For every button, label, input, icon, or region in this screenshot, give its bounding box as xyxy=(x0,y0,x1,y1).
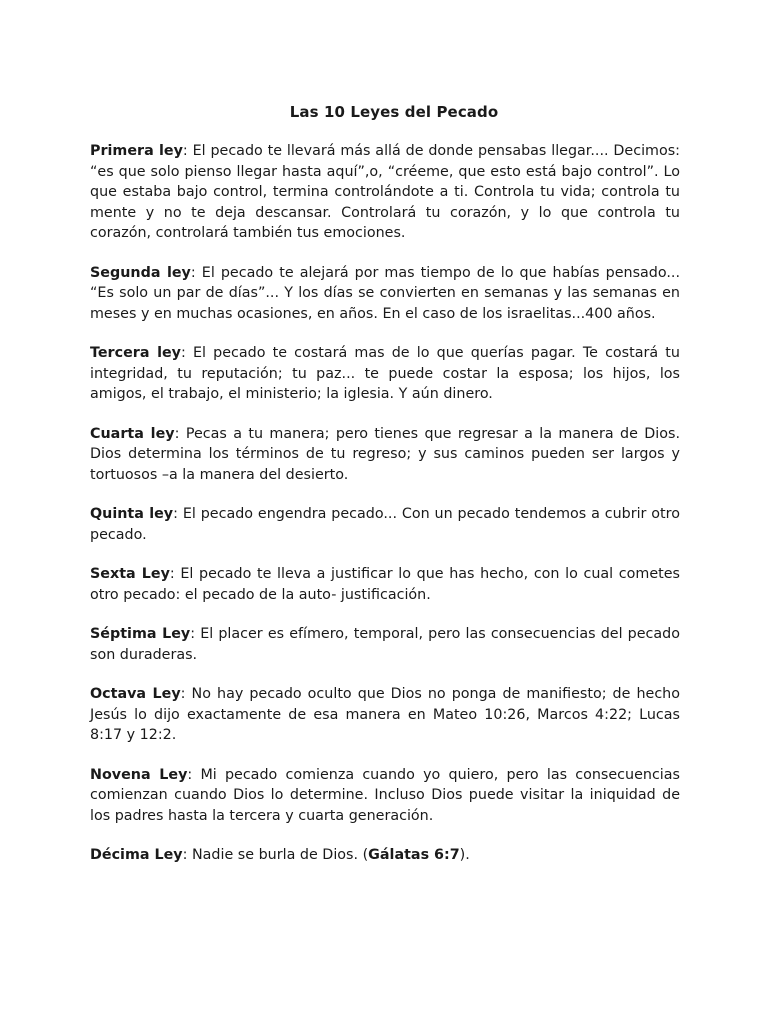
law-separator: : xyxy=(180,686,192,702)
document-body xyxy=(90,141,680,885)
law-paragraph-8 xyxy=(90,684,680,746)
law-heading: Décima Ley xyxy=(90,847,183,863)
law-paragraph-9 xyxy=(90,765,680,827)
law-text: El pecado engendra pecado... Con un pecado tendemos a cubrir otro pecado. xyxy=(90,506,680,543)
law-separator: : xyxy=(174,425,186,442)
law-separator: : xyxy=(173,506,183,522)
law-text: Mi pecado comienza cuando yo quiero, pero las consecuencias comienzan cuando Dios lo determine. Incluso Dios puede visitar la iniquidad de los padres hasta la tercera y cuarta generación. xyxy=(90,766,680,824)
law-separator: : xyxy=(182,847,192,863)
law-paragraph-5 xyxy=(90,504,680,545)
law-separator: : xyxy=(182,143,193,159)
law-separator: : xyxy=(169,566,181,582)
law-heading: Cuarta ley xyxy=(90,425,175,442)
law-paragraph-7 xyxy=(90,624,680,665)
law-text: El pecado te alejará por mas tiempo de lo que habías pensado... “Es solo un par de días”... Y los días se convierten en semanas y las semanas en meses y en muchas ocasiones, en años. En el caso de los israelitas...400 años. xyxy=(90,264,681,322)
law-text: No hay pecado oculto que Dios no ponga de manifiesto; de hecho Jesús lo dijo exactamente de esa manera en Mateo 10:26, Marcos 4:22; Lucas 8:17 y 12:2. xyxy=(90,686,680,743)
law-separator: : xyxy=(190,264,202,281)
law-heading: Tercera ley xyxy=(90,345,181,361)
law-paragraph-3 xyxy=(90,343,680,405)
law-paragraph-6 xyxy=(90,564,680,605)
law-separator: : xyxy=(190,626,201,642)
law-paragraph-2 xyxy=(90,263,680,325)
document-title: Las 10 Leyes del Pecado xyxy=(289,103,499,121)
law-text: El placer es efímero, temporal, pero las consecuencias del pecado son duraderas. xyxy=(90,626,680,663)
law-heading: Novena Ley xyxy=(90,766,188,783)
law-paragraph-1 xyxy=(90,141,680,244)
scripture-reference: Gálatas 6:7 xyxy=(368,847,460,863)
law-heading: Séptima Ley xyxy=(90,626,191,642)
law-text: Pecas a tu manera; pero tienes que regresar a la manera de Dios. Dios determina los términos de tu regreso; y sus caminos pueden ser largos y tortuosos –a la manera del desierto. xyxy=(90,425,680,483)
law-text: El pecado te llevará más allá de donde pensabas llegar.... Decimos: “es que solo pienso llegar hasta aquí”,o, “créeme, que esto está bajo control”. Lo que estaba bajo control, termina controlándote a ti. Controla tu vida; controla tu mente y no te deja descansar. Controlará tu corazón, y lo que controla tu corazón, controlará también tus emociones. xyxy=(90,143,680,241)
law-heading: Quinta ley xyxy=(90,506,174,522)
law-text: Nadie se burla de Dios. ( xyxy=(191,847,369,863)
law-paragraph-10 xyxy=(90,845,680,866)
law-text: El pecado te costará mas de lo que querías pagar. Te costará tu integridad, tu reputación; tu paz... te puede costar la esposa; los hijos, los amigos, el trabajo, el ministerio; la iglesia. Y aún dinero. xyxy=(90,345,680,402)
law-heading: Primera ley xyxy=(90,143,183,159)
law-separator: : xyxy=(180,345,193,361)
law-heading: Segunda ley xyxy=(90,264,191,281)
law-tail: ). xyxy=(459,847,470,863)
law-heading: Sexta Ley xyxy=(90,566,170,582)
law-heading: Octava Ley xyxy=(90,686,181,702)
law-text: El pecado te lleva a justificar lo que has hecho, con lo cual cometes otro pecado: el pecado de la auto- justificación. xyxy=(90,566,680,603)
law-separator: : xyxy=(187,766,201,783)
law-paragraph-4 xyxy=(90,424,680,486)
